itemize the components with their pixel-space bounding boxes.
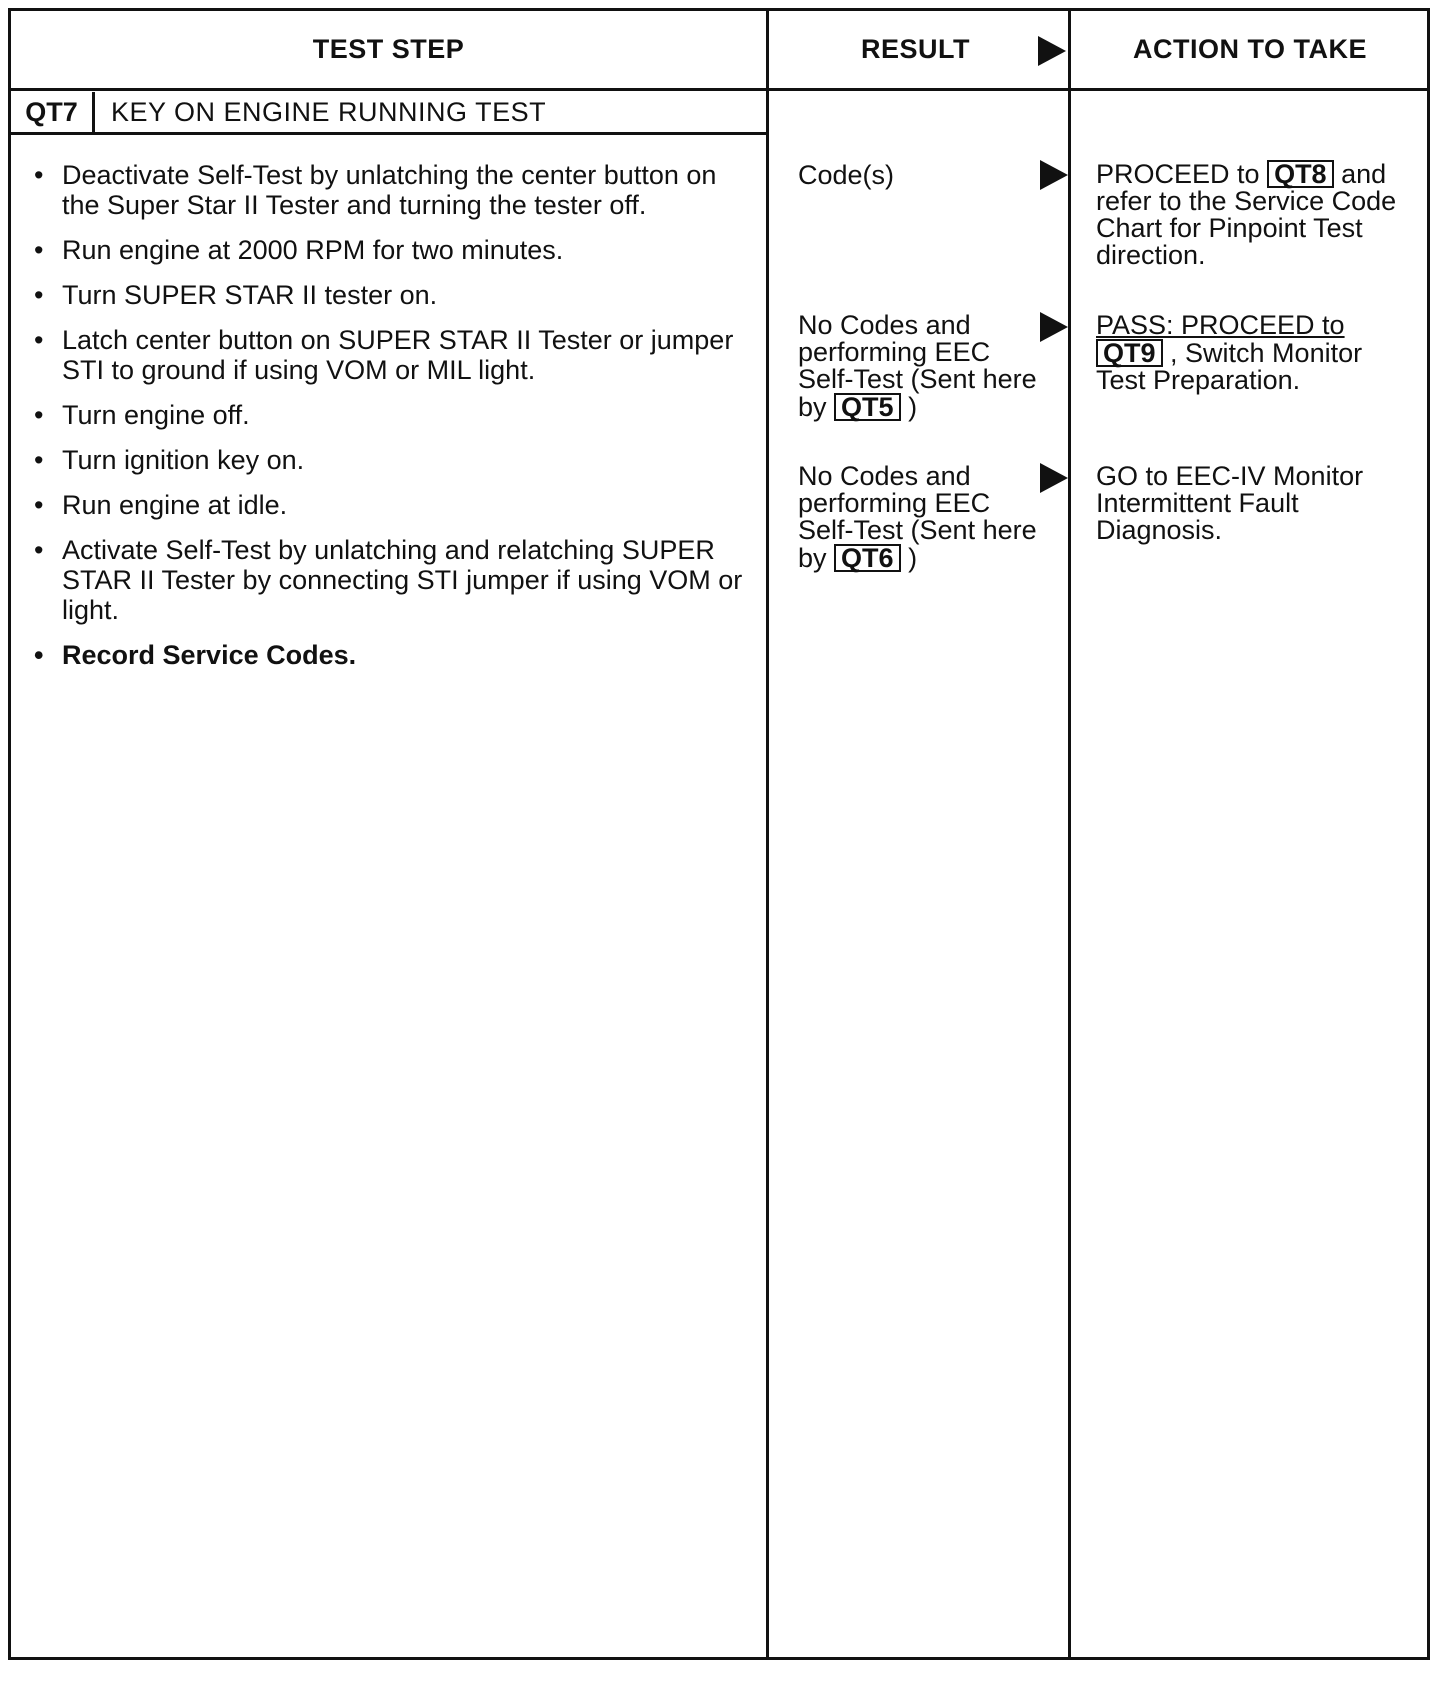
list-item: • Run engine at 2000 RPM for two minutes. xyxy=(34,235,744,265)
header-divider xyxy=(8,88,1430,91)
result-arrow-icon xyxy=(1040,160,1068,190)
header-test-step: TEST STEP xyxy=(312,33,465,64)
result-arrow-icon xyxy=(1040,463,1068,493)
test-id: QT7 xyxy=(11,92,95,132)
list-item: • Record Service Codes. xyxy=(34,640,744,670)
action-text: PASS: PROCEED to xyxy=(1096,310,1345,340)
test-title-underline xyxy=(8,132,767,135)
result-codes: Code(s) xyxy=(798,160,895,190)
action-text: , Switch Monitor Test Preparation. xyxy=(1096,338,1363,395)
list-item: • Turn SUPER STAR II tester on. xyxy=(34,280,744,310)
header-arrow-icon xyxy=(1038,36,1066,66)
column-divider-action xyxy=(1068,8,1071,1660)
qt6-reference: QT6 xyxy=(834,544,901,572)
header-result: RESULT xyxy=(861,33,970,64)
result-no-codes-qt5 xyxy=(798,312,1038,421)
qt8-reference: QT8 xyxy=(1267,160,1334,188)
result-text: No Codes and performing EEC Self-Test (Sent here by xyxy=(798,461,1037,573)
test-title-row xyxy=(11,92,765,132)
list-item: • Turn ignition key on. xyxy=(34,445,744,475)
result-text: No Codes and performing EEC Self-Test (Sent here by xyxy=(798,310,1037,422)
list-item: • Activate Self-Test by unlatching and relatching SUPER STAR II Tester by connecting STI jumper if using VOM or light. xyxy=(34,535,744,625)
test-steps-list xyxy=(34,160,744,685)
action-go-monitor: GO to EEC-IV Monitor Intermittent Fault Diagnosis. xyxy=(1096,461,1364,545)
result-arrow-icon xyxy=(1040,312,1068,342)
list-item: • Latch center button on SUPER STAR II Tester or jumper STI to ground if using VOM or MIL light. xyxy=(34,325,744,385)
header-action: ACTION TO TAKE xyxy=(1133,33,1367,64)
column-divider-result xyxy=(766,8,769,1660)
action-proceed-qt8 xyxy=(1096,160,1414,269)
list-item: • Deactivate Self-Test by unlatching the center button on the Super Star II Tester and turning the tester off. xyxy=(34,160,744,220)
action-text: PROCEED to xyxy=(1096,159,1260,189)
action-pass-qt9 xyxy=(1096,312,1414,394)
result-text: ) xyxy=(908,392,918,422)
qt5-reference: QT5 xyxy=(834,393,901,421)
result-text: ) xyxy=(908,543,918,573)
list-item: • Run engine at idle. xyxy=(34,490,744,520)
action-text: and refer to the Service Code Chart for Pinpoint Test direction. xyxy=(1096,159,1397,270)
qt9-reference: QT9 xyxy=(1096,339,1163,367)
result-no-codes-qt6 xyxy=(798,463,1038,572)
list-item: • Turn engine off. xyxy=(34,400,744,430)
test-name: KEY ON ENGINE RUNNING TEST xyxy=(111,96,547,127)
